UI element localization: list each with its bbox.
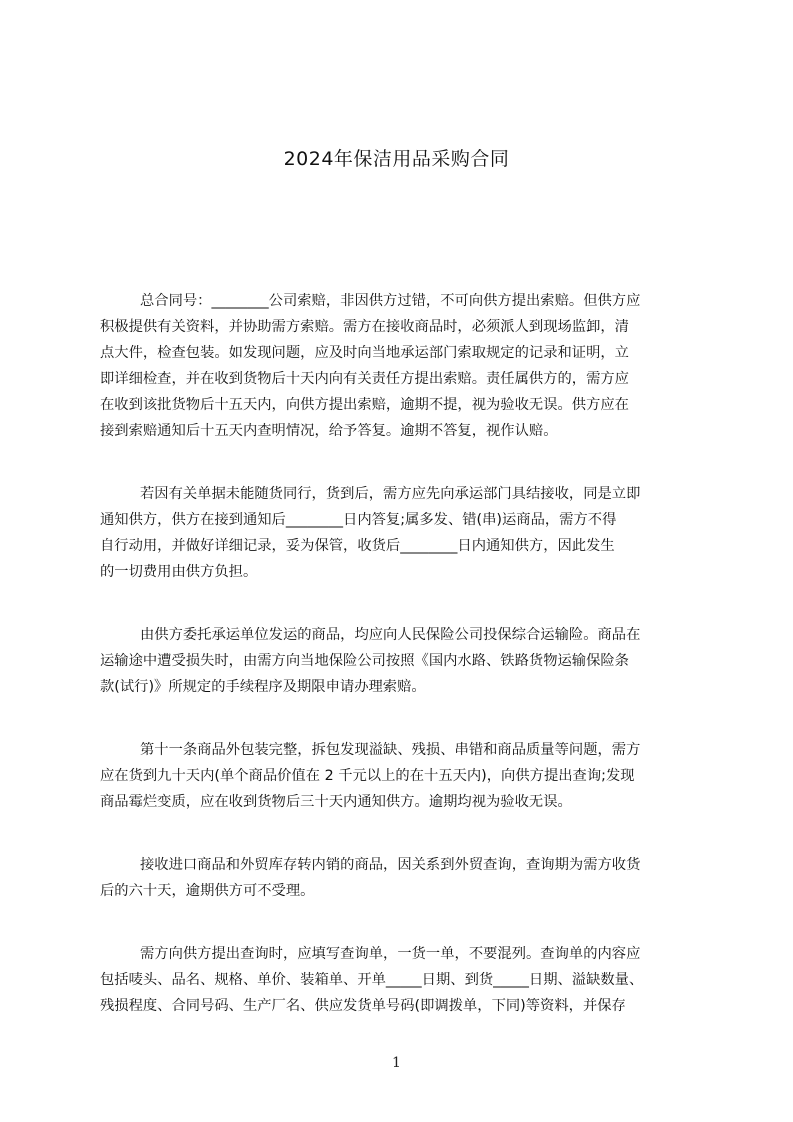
text-line: 款(试行)》所规定的手续程序及期限申请办理索赔。 xyxy=(100,679,426,695)
text-line: 的一切费用由供方负担。 xyxy=(100,564,258,580)
text-line: 接收进口商品和外贸库存转内销的商品，因关系到外贸查询，查询期为需方收货 xyxy=(140,857,641,873)
document-body xyxy=(100,288,698,1056)
text-line: 残损程度、合同号码、生产厂名、供应发货单号码(即调拨单，下同)等资料，并保存 xyxy=(100,998,626,1014)
paragraph-article-eleven xyxy=(100,737,698,815)
text-line: 在收到该批货物后十五天内，向供方提出索赔，逾期不提，视为验收无误。供方应在 xyxy=(100,397,629,413)
text-line: 第十一条商品外包装完整，拆包发现溢缺、残损、串错和商品质量等问题，需方 xyxy=(140,742,641,758)
text-line: 若因有关单据未能随货同行，货到后，需方应先向承运部门具结接收，同是立即 xyxy=(140,486,641,502)
paragraph-documents xyxy=(100,481,698,585)
text-line: 应在货到九十天内(单个商品价值在 2 千元以上的在十五天内)，向供方提出查询;发现 xyxy=(100,768,635,784)
paragraph-insurance xyxy=(100,622,698,700)
text-line: 由供方委托承运单位发运的商品，均应向人民保险公司投保综合运输险。商品在 xyxy=(140,627,641,643)
document-title: 2024年保洁用品采购合同 xyxy=(283,148,510,170)
text-line: 积极提供有关资料，并协助需方索赔。需方在接收商品时，必须派人到现场监卸，清 xyxy=(100,319,629,335)
text-line: 点大件，检查包装。如发现问题，应及时向当地承运部门索取规定的记录和证明，立 xyxy=(100,345,629,361)
text-line: 包括唛头、品名、规格、单价、装箱单、开单_____日期、到货_____日期、溢缺数量、 xyxy=(100,972,644,988)
text-line: 即详细检查，并在收到货物后十天内向有关责任方提出索赔。责任属供方的，需方应 xyxy=(100,371,629,387)
text-line: 接到索赔通知后十五天内查明情况，给予答复。逾期不答复，视作认赔。 xyxy=(100,423,558,439)
text-line: 总合同号：________公司索赔，非因供方过错，不可向供方提出索赔。但供方应 xyxy=(140,293,641,309)
text-line: 运输途中遭受损失时，由需方向当地保险公司按照《国内水路、铁路货物运输保险条 xyxy=(100,653,629,669)
paragraph-imports xyxy=(100,852,698,904)
text-line: 自行动用，并做好详细记录，妥为保管，收货后________日内通知供方，因此发生 xyxy=(100,538,615,554)
text-line: 后的六十天，逾期供方可不受理。 xyxy=(100,883,315,899)
paragraph-claims xyxy=(100,288,698,444)
paragraph-inquiry xyxy=(100,941,698,1019)
text-line: 通知供方，供方在接到通知后________日内答复;属多发、错(串)运商品，需方不得 xyxy=(100,512,617,528)
page-number: 1 xyxy=(392,1055,401,1071)
text-line: 需方向供方提出查询时，应填写查询单，一货一单，不要混列。查询单的内容应 xyxy=(140,946,641,962)
text-line: 商品霉烂变质，应在收到货物后三十天内通知供方。逾期均视为验收无误。 xyxy=(100,794,572,810)
